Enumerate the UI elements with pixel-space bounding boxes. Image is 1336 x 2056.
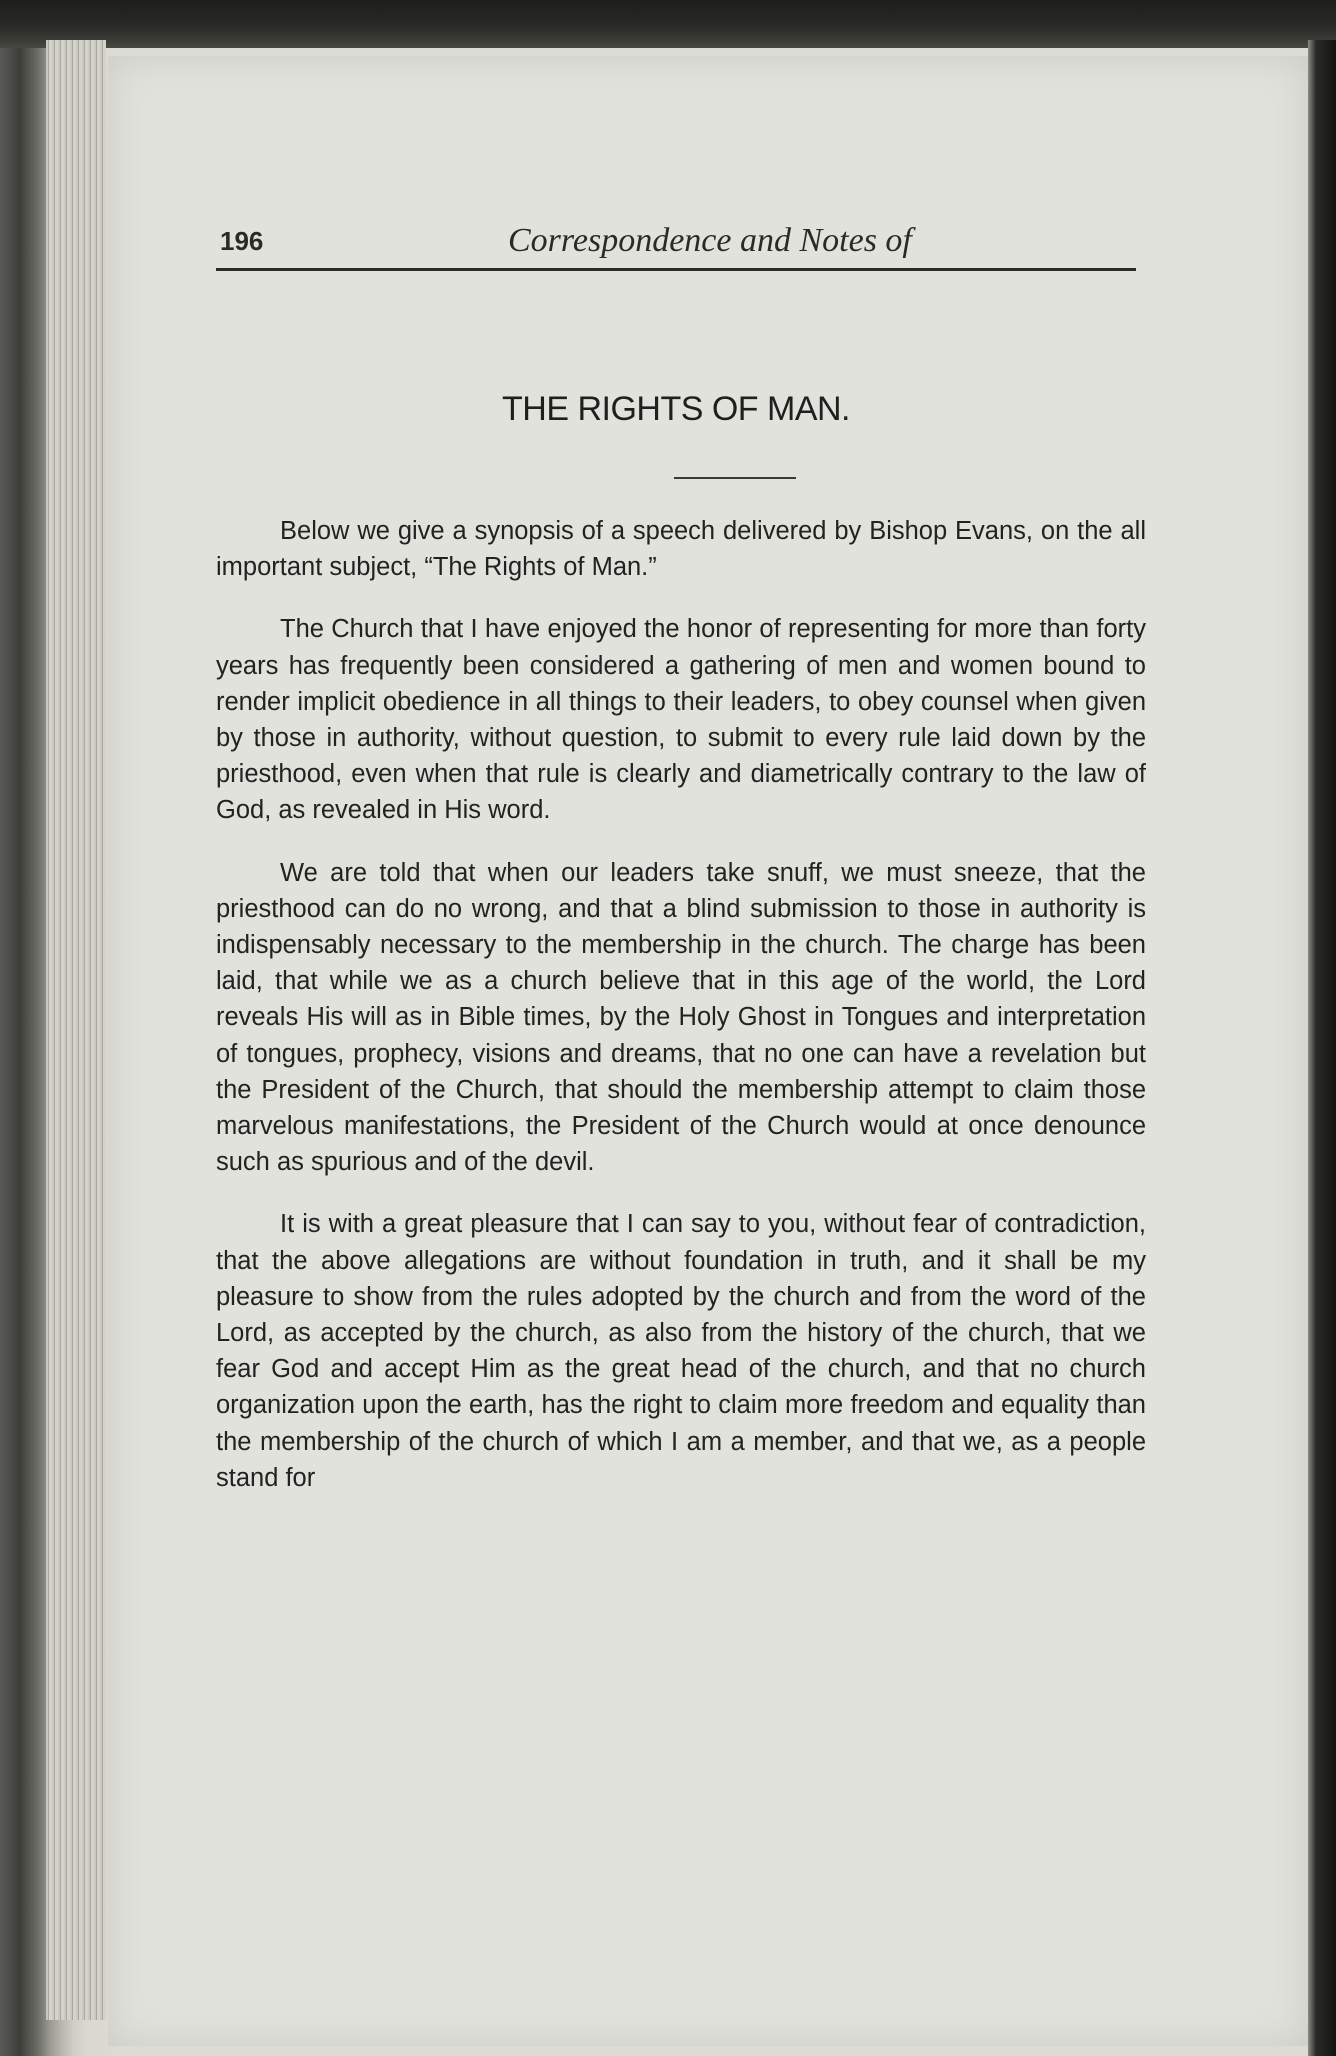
article-title: THE RIGHTS OF MAN. [502, 390, 850, 428]
paragraph-intro: Below we give a synopsis of a speech delivered by Bishop Evans, on the all important subject, “The Rights of Man.” [216, 517, 1146, 582]
book-page-edges [46, 40, 106, 2020]
scan-top-edge [0, 0, 1336, 48]
paragraph-church-representation: The Church that I have enjoyed the honor of representing for more than forty years has frequently been considered a gathering of men and women bound to render implicit obedience in all things to their leaders, to obey counsel when given by those in authority, without question, to submit to every rule laid down by the priesthood, even when that rule is clearly and diametrically contrary to the law of God, as revealed in His word. [216, 615, 1146, 825]
paragraph-charges: We are told that when our leaders take snuff, we must sneeze, that the priesthood can do no wrong, and that a blind submission to those in authority is indispensably necessary to the membership in the church. The charge has been laid, that while we as a church believe that in this age of the world, the Lord reveals His will as in Bible times, by the Holy Ghost in Tongues and interpretation of tongues, prophecy, visions and dreams, that no one can have a revelation but the President of the Church, that should the membership attempt to claim those marvelous manifestations, the President of the Church would at once denounce such as spurious and of the devil. [216, 858, 1146, 1177]
running-header [216, 220, 1136, 271]
scan-right-shadow [1308, 40, 1336, 2056]
paragraph-rebuttal: It is with a great pleasure that I can say to you, without fear of contradiction, that the above allegations are without foundation in truth, and it shall be my pleasure to show from the rules adopted by the church and from the word of the Lord, as accepted by the church, as also from the history of the church, that we fear God and accept Him as the great head of the church, and that no church organization upon the earth, has the right to claim more freedom and equality than the membership of the church of which I am a member, and that we, as a people stand for [216, 1210, 1146, 1492]
running-title: Correspondence and Notes of [508, 222, 912, 259]
page-number: 196 [220, 226, 264, 256]
title-divider [674, 477, 796, 479]
article-body [216, 513, 1146, 1522]
